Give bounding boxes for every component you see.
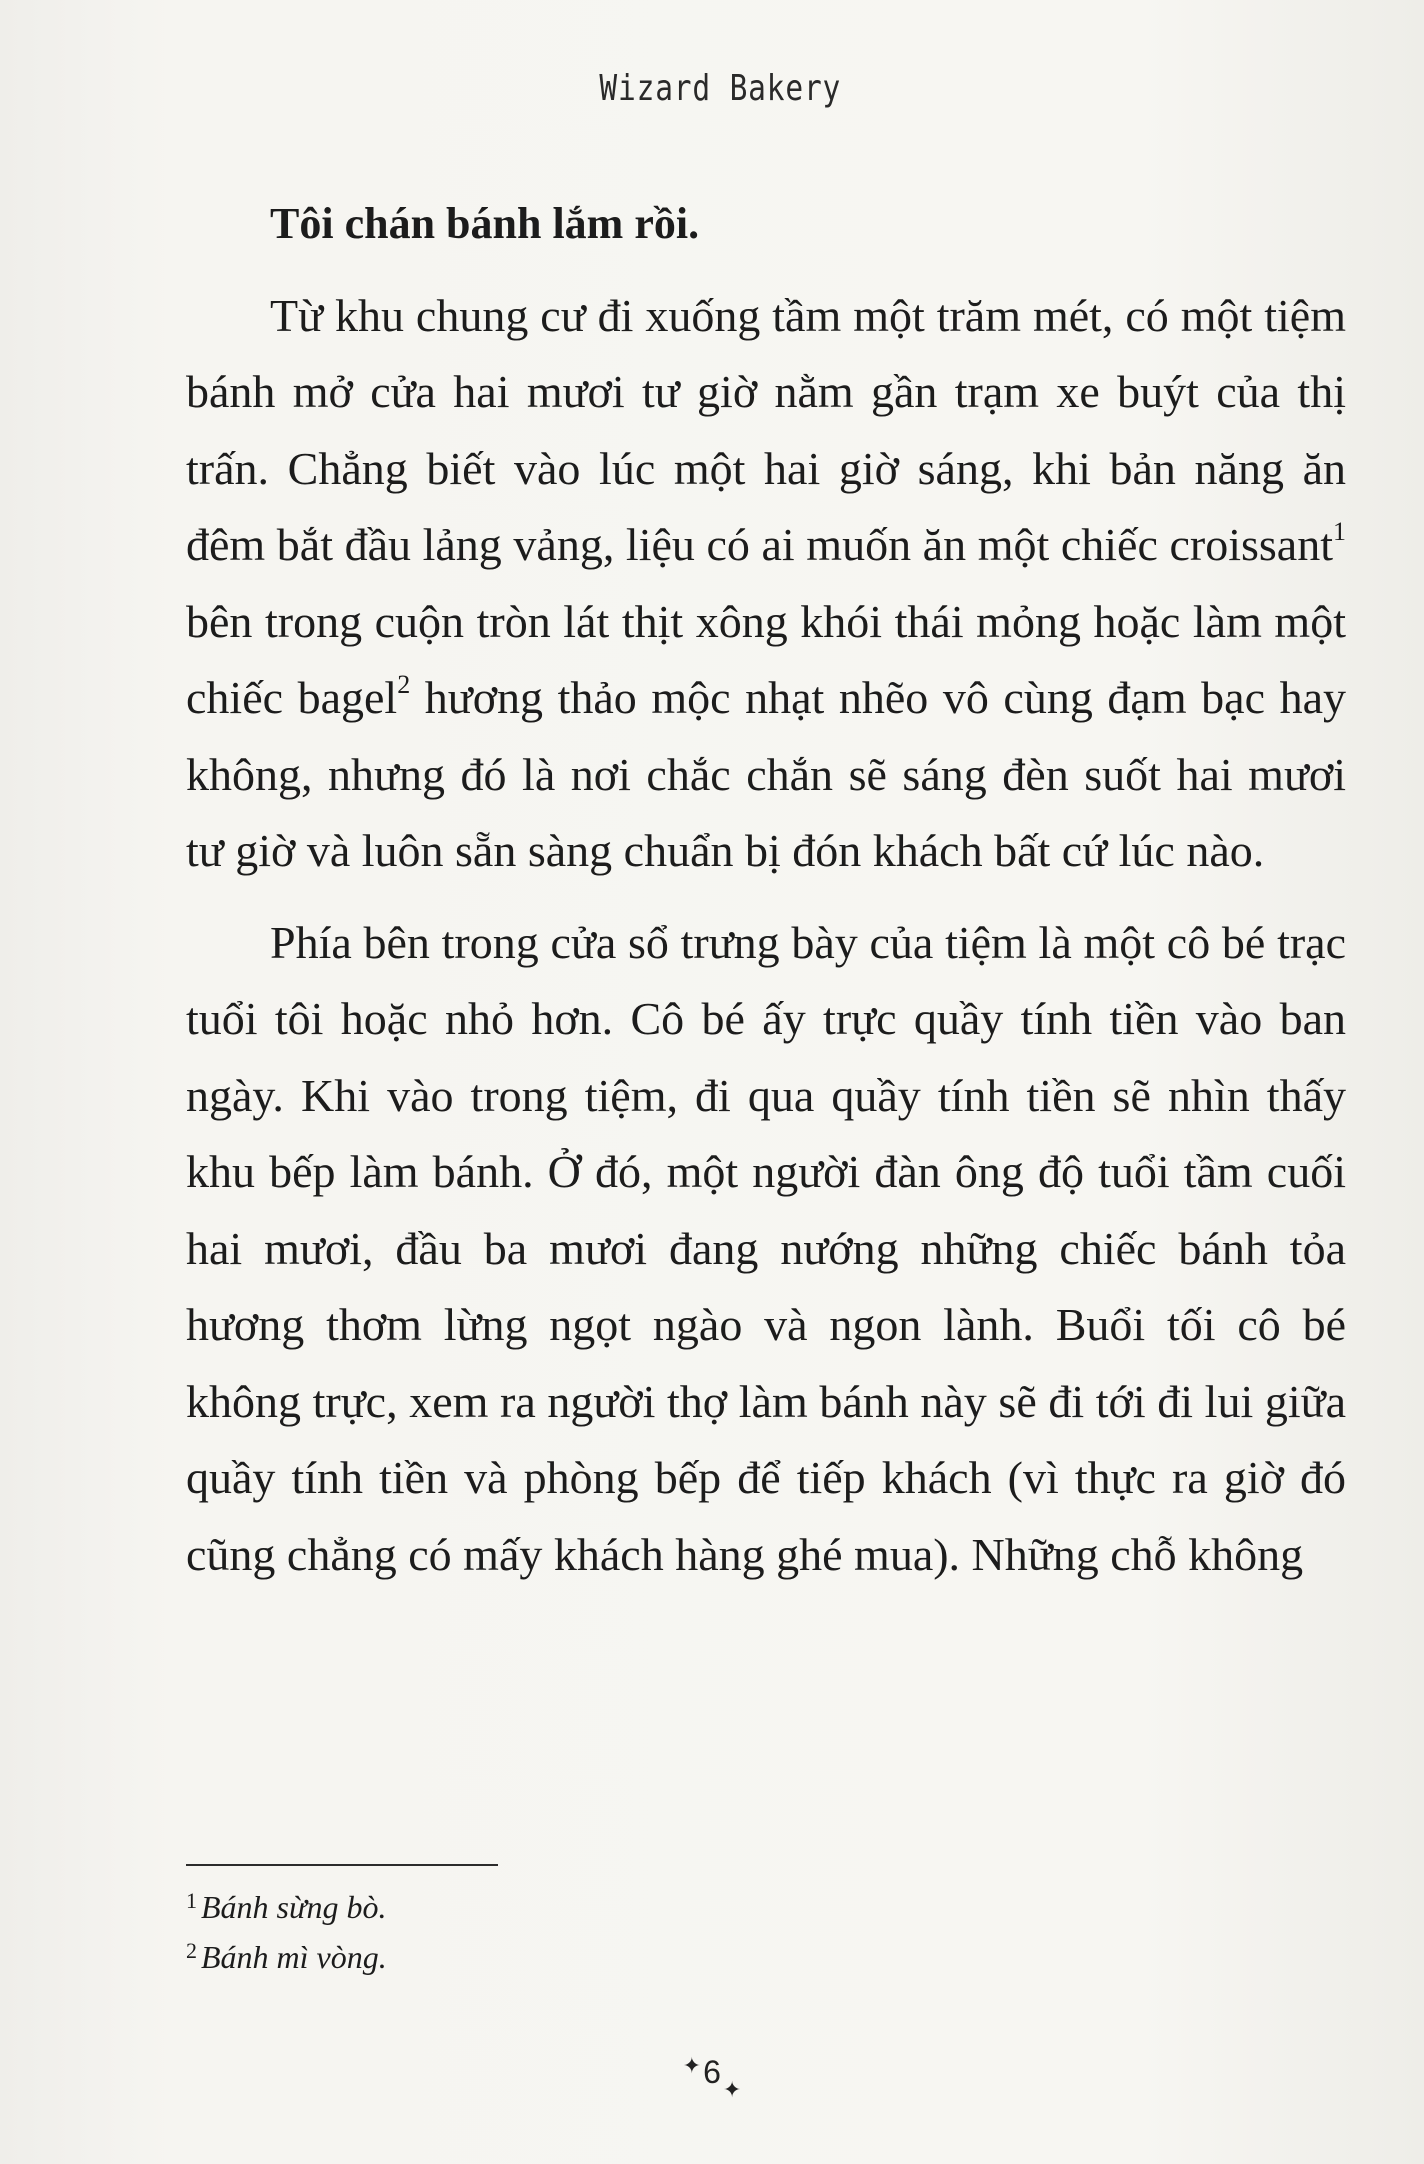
star-ornament-left-icon: ✦ <box>682 2053 702 2078</box>
body-text <box>186 186 1346 1608</box>
page-number: 6 <box>703 2054 721 2090</box>
running-header: Wizard Bakery <box>599 68 842 109</box>
footnote-1-text: Bánh sừng bò. <box>201 1889 387 1925</box>
paragraph-1-text-b: bên trong cuộn tròn lát thịt xông khói thái mỏng hoặc làm một chiếc bagel <box>186 595 1346 723</box>
footnote-2-text: Bánh mì vòng. <box>201 1939 387 1975</box>
footnote-1 <box>186 1884 1186 1934</box>
star-ornament-right-icon: ✦ <box>722 2077 742 2102</box>
footnote-2 <box>186 1934 1186 1984</box>
footnote-2-number: 2 <box>186 1938 197 1963</box>
lead-sentence: Tôi chán bánh lắm rồi. <box>270 199 700 248</box>
footnotes <box>186 1884 1186 1984</box>
footnote-ref-1: 1 <box>1333 516 1346 546</box>
footnote-1-number: 1 <box>186 1888 197 1913</box>
paragraph-2: Phía bên trong cửa sổ trưng bày của tiệm là một cô bé trạc tuổi tôi hoặc nhỏ hơn. Cô bé ấy trực quầy tính tiền vào ban ngày. Khi vào trong tiệm, đi qua quầy tính tiền sẽ nhìn thấy khu bếp làm bánh. Ở đó, một người đàn ông độ tuổi tầm cuối hai mươi, đầu ba mươi đang nướng những chiếc bánh tỏa hương thơm lừng ngọt ngào và ngon lành. Buổi tối cô bé không trực, xem ra người thợ làm bánh này sẽ đi tới đi lui giữa quầy tính tiền và phòng bếp để tiếp khách (vì thực ra giờ đó cũng chẳng có mấy khách hàng ghé mua). Những chỗ không <box>186 916 1346 1580</box>
footnote-divider <box>186 1864 498 1866</box>
paragraph-1 <box>186 278 1346 890</box>
paragraph-1-text-a: Từ khu chung cư đi xuống tầm một trăm mét, có một tiệm bánh mở cửa hai mươi tư giờ nằm gần trạm xe buýt của thị trấn. Chẳng biết vào lúc một hai giờ sáng, khi bản năng ăn đêm bắt đầu lảng vảng, liệu có ai muốn ăn một chiếc croissant <box>186 289 1346 570</box>
footnote-ref-2: 2 <box>397 669 411 699</box>
paragraph-1-text-c: hương thảo mộc nhạt nhẽo vô cùng đạm bạc hay không, nhưng đó là nơi chắc chắn sẽ sáng đèn suốt hai mươi tư giờ và luôn sẵn sàng chuẩn bị đón khách bất cứ lúc nào. <box>186 672 1346 876</box>
page-footer <box>0 2053 1424 2102</box>
